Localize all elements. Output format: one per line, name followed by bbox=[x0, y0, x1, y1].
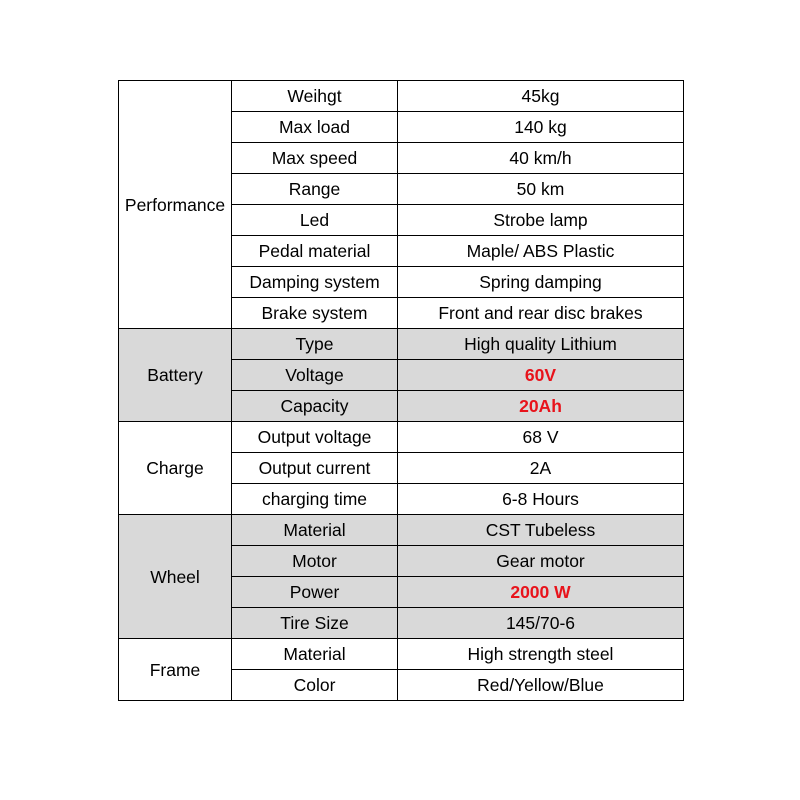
spec-value: 140 kg bbox=[398, 112, 684, 143]
group-label-performance: Performance bbox=[119, 81, 232, 329]
spec-value: High quality Lithium bbox=[398, 329, 684, 360]
spec-value: 6-8 Hours bbox=[398, 484, 684, 515]
table-row bbox=[119, 329, 684, 360]
spec-label: Material bbox=[232, 639, 398, 670]
spec-value: 2000 W bbox=[398, 577, 684, 608]
spec-label: Material bbox=[232, 515, 398, 546]
spec-label: Motor bbox=[232, 546, 398, 577]
spec-label: Type bbox=[232, 329, 398, 360]
group-label-battery: Battery bbox=[119, 329, 232, 422]
spec-value: Gear motor bbox=[398, 546, 684, 577]
spec-label: Brake system bbox=[232, 298, 398, 329]
spec-value: 20Ah bbox=[398, 391, 684, 422]
spec-table-body bbox=[119, 81, 684, 701]
table-row bbox=[119, 422, 684, 453]
table-row bbox=[119, 639, 684, 670]
spec-label: Led bbox=[232, 205, 398, 236]
spec-value: 60V bbox=[398, 360, 684, 391]
spec-label: Output voltage bbox=[232, 422, 398, 453]
group-label-frame: Frame bbox=[119, 639, 232, 701]
spec-value: Spring damping bbox=[398, 267, 684, 298]
spec-table bbox=[118, 80, 684, 701]
spec-label: charging time bbox=[232, 484, 398, 515]
spec-value: 50 km bbox=[398, 174, 684, 205]
spec-value: Maple/ ABS Plastic bbox=[398, 236, 684, 267]
spec-label: Pedal material bbox=[232, 236, 398, 267]
spec-label: Capacity bbox=[232, 391, 398, 422]
spec-label: Max speed bbox=[232, 143, 398, 174]
spec-label: Color bbox=[232, 670, 398, 701]
spec-label: Damping system bbox=[232, 267, 398, 298]
spec-label: Weihgt bbox=[232, 81, 398, 112]
spec-value: Red/Yellow/Blue bbox=[398, 670, 684, 701]
spec-value: CST Tubeless bbox=[398, 515, 684, 546]
group-label-charge: Charge bbox=[119, 422, 232, 515]
table-row bbox=[119, 81, 684, 112]
spec-value: 40 km/h bbox=[398, 143, 684, 174]
spec-value: Front and rear disc brakes bbox=[398, 298, 684, 329]
spec-value: 145/70-6 bbox=[398, 608, 684, 639]
spec-value: Strobe lamp bbox=[398, 205, 684, 236]
table-row bbox=[119, 515, 684, 546]
spec-value: 68 V bbox=[398, 422, 684, 453]
spec-label: Power bbox=[232, 577, 398, 608]
spec-value: High strength steel bbox=[398, 639, 684, 670]
spec-value: 45kg bbox=[398, 81, 684, 112]
group-label-wheel: Wheel bbox=[119, 515, 232, 639]
spec-label: Range bbox=[232, 174, 398, 205]
spec-label: Output current bbox=[232, 453, 398, 484]
spec-label: Tire Size bbox=[232, 608, 398, 639]
spec-label: Voltage bbox=[232, 360, 398, 391]
spec-label: Max load bbox=[232, 112, 398, 143]
spec-value: 2A bbox=[398, 453, 684, 484]
